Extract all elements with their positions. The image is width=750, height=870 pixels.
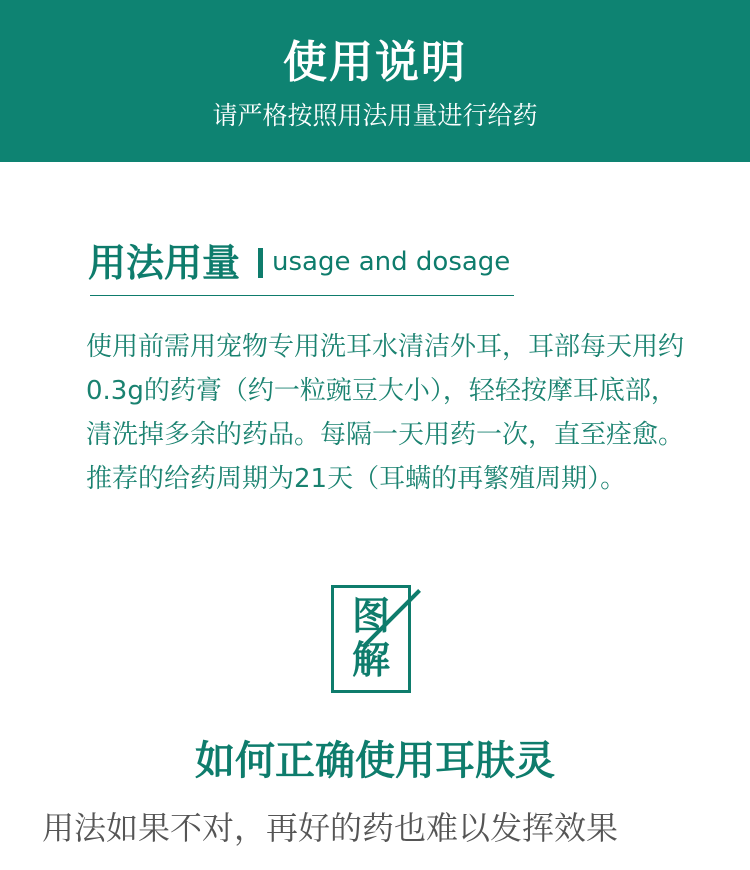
- diagram-char-2: 解: [351, 638, 390, 682]
- header-banner: [0, 0, 750, 162]
- section-title-en: usage and dosage: [272, 247, 511, 277]
- usage-paragraph: 使用前需用宠物专用洗耳水清洁外耳，耳部每天用约0.3g的药膏（约一粒豌豆大小），轻轻按摩耳底部，清洗掉多余的药品。每隔一天用药一次，直至痊愈。推荐的给药周期为21天（耳螨的再繁殖周期）。: [86, 332, 685, 494]
- section-divider-bar: [258, 248, 263, 278]
- bottom-subtitle: 用法如果不对，再好的药也难以发挥效果: [42, 809, 619, 847]
- diagram-char-1: 图: [351, 594, 390, 638]
- section-underline: [90, 295, 514, 296]
- page-subtitle: 请严格按照用法用量进行给药: [212, 101, 538, 130]
- section-title: 用法用量: [88, 241, 241, 285]
- bottom-title: 如何正确使用耳肤灵: [195, 738, 555, 784]
- page-title: 使用说明: [283, 37, 467, 88]
